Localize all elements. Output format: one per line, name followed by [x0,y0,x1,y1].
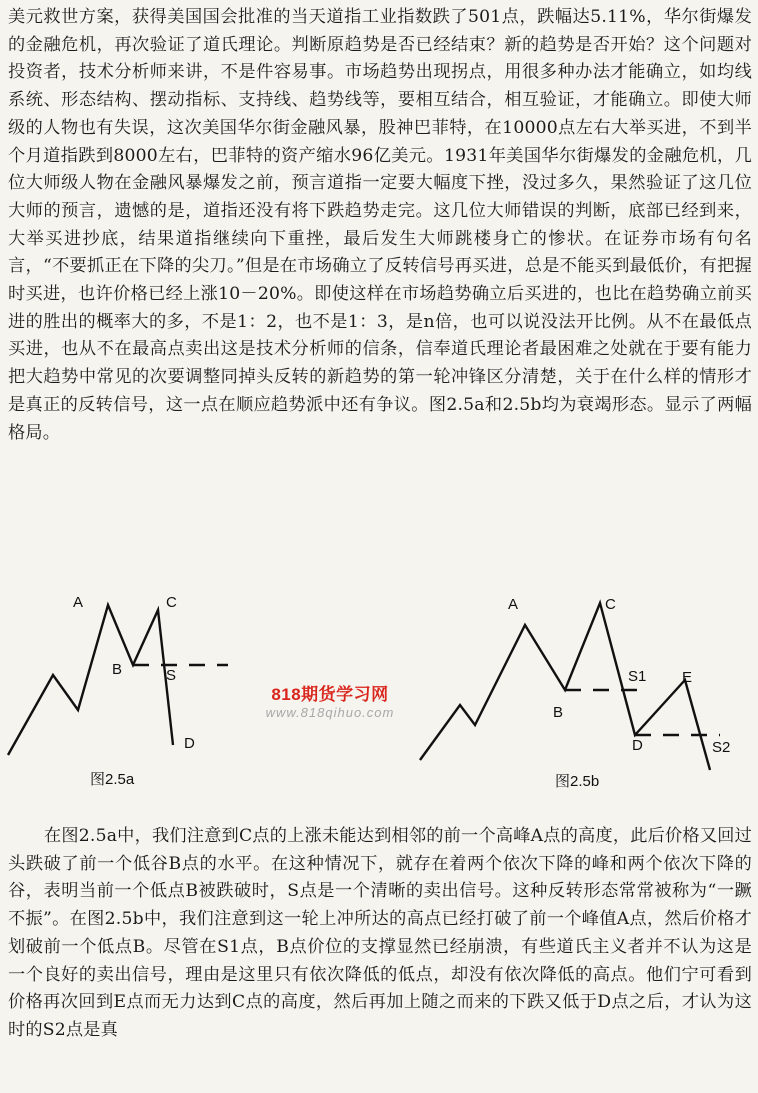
figure-2-5b-line-chart [420,585,750,800]
point-label-d: D [184,735,195,752]
price-path-b [420,603,710,770]
point-label-a: A [508,596,519,613]
point-label-a: A [73,594,84,611]
body-paragraph-top: 美元救世方案，获得美国国会批准的当天道指工业指数跌了501点，跌幅达5.11%，华尔街爆发的金融危机，再次验证了道氏理论。判断原趋势是否已经结束？新的趋势是否开始？这个问题对投资者，技术分析师来讲，不是件容易事。市场趋势出现拐点，用很多种办法才能确立，如均线系统、形态结构、摆动指标、支持线、趋势线等，要相互结合，相互验证，才能确立。即使大师级的人物也有失误，这次美国华尔街金融风暴，股神巴菲特，在10000点左右大举买进，不到半个月道指跌到8000左右，巴菲特的资产缩水96亿美元。1931年美国华尔街爆发的金融危机，几位大师级人物在金融风暴爆发之前，预言道指一定要大幅度下挫，没过多久，果然验证了这几位大师的预言，遗憾的是，道指还没有将下跌趋势走完。这几位大师错误的判断，底部已经到来，大举买进抄底，结果道指继续向下重挫，最后发生大师跳楼身亡的惨状。在证券市场有句名言，“不要抓正在下降的尖刀。”但是在市场确立了反转信号再买进，总是不能买到最低价，有把握时买进，也许价格已经上涨10－20%。即使这样在市场趋势确立后买进的，也比在趋势确立前买进的胜出的概率大的多，不是1：2，也不是1：3，是n倍，也可以说没法开比例。从不在最低点买进，也从不在最高点卖出这是技术分析师的信条，信奉道氏理论者最困难之处就在于要有能力把大趋势中常见的次要调整同掉头反转的新趋势的第一轮冲锋区分清楚，关于在什么样的情形才是真正的反转信号，这一点在顺应趋势派中还有争议。图2.5a和2.5b均为衰竭形态。显示了两幅格局。 [8,7,752,443]
figure-caption-a: 图2.5a [90,771,135,788]
point-label-c: C [166,594,177,611]
price-path-a [8,605,173,755]
point-label-b: B [553,704,564,721]
figure-2-5a-line-chart [8,585,243,790]
point-label-d: D [632,737,643,754]
watermark-url: www.818qihuo.com [265,705,395,720]
figure-2-5a [8,585,243,790]
point-label-c: C [605,596,616,613]
watermark-logo: 818期货学习网 [271,685,389,704]
site-watermark [240,680,420,720]
point-label-s: S [166,667,177,684]
point-label-s2: S2 [712,739,731,756]
point-label-s1: S1 [628,668,647,685]
body-paragraph-bottom: 在图2.5a中，我们注意到C点的上涨未能达到相邻的前一个高峰A点的高度，此后价格又回过头跌破了前一个低谷B点的水平。在这种情况下，就存在着两个依次下降的峰和两个依次下降的谷，表明当前一个低点B被跌破时，S点是一个清晰的卖出信号。这种反转形态常常被称为“一蹶不振”。在图2.5b中，我们注意到这一轮上冲所达的高点已经打破了前一个峰值A点，然后价格才划破前一个低点B。尽管在S1点，B点价位的支撑显然已经崩溃，有些道氏主义者并不认为这是一个良好的卖出信号，理由是这里只有依次降低的低点，却没有依次降低的高点。他们宁可看到价格再次回到E点而无力达到C点的高度，然后再加上随之而来的下跌又低于D点之后，才认为这时的S2点是真 [8,826,752,1040]
point-label-b: B [112,661,123,678]
figure-2-5b [420,585,750,800]
point-label-e: E [682,669,693,686]
figure-caption-b: 图2.5b [555,773,600,790]
